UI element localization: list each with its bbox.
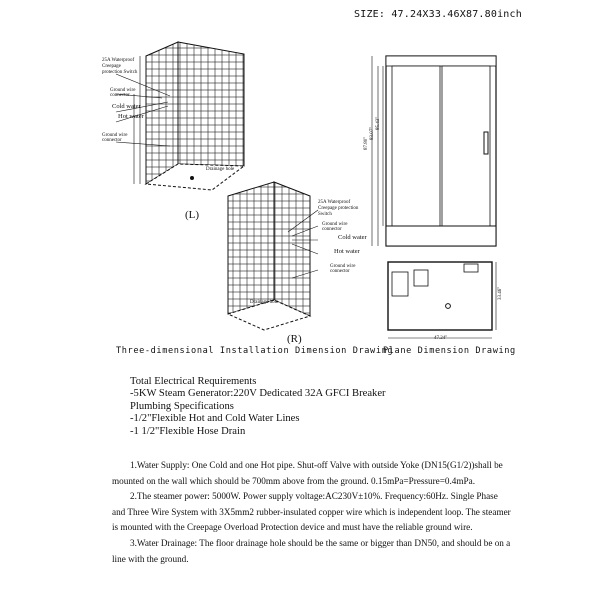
note-water-drainage: 3.Water Drainage: The floor drainage hole should be the same or bigger than DN50, and should be on a line with the ground.	[112, 537, 511, 564]
plan-width-label: 47.24"	[434, 336, 448, 341]
left-annotation-ground2: Ground wire connector	[102, 133, 128, 143]
left-side-wall	[178, 42, 244, 166]
front-door-right	[442, 66, 490, 226]
left-drain-dot	[190, 176, 194, 180]
front-door-left	[392, 66, 440, 226]
left-drawing-label: (L)	[185, 209, 200, 221]
note-water-supply: 1.Water Supply: One Cold and one Hot pipe. Shut-off Valve with outside Yoke (DN15(G1/2))shall be mounted on the wall which should be 700mm above from the ground. 0.15mPa=Pressure=0.4mPa.	[112, 460, 503, 486]
right-annotation-ground2: Ground wire connector	[330, 264, 356, 274]
caption-installation: Three-dimensional Installation Dimension Drawing	[116, 346, 394, 356]
requirements-line: -5KW Steam Generator:220V Dedicated 32A GFCI Breaker	[130, 388, 386, 400]
left-annotation-switch: 25A Waterproof Creepage protection Switch	[102, 58, 138, 75]
front-dim-2: 83.07"	[370, 126, 375, 140]
left-annotation-ground: Ground wire connector	[110, 88, 136, 98]
note-steamer-power: 2.The steamer power: 5000W. Power supply voltage:AC230V±10%. Frequency:60Hz. Single Phase and Three Wire System with 3X5mm2 rubber-insulated copper wire which is independent loop. The steamer is mounted with the Creepage Overload Protection device and must have the reliable ground wire.	[112, 491, 511, 533]
right-drain-label: Drainage hole	[250, 300, 279, 305]
right-drawing-label: (R)	[287, 333, 302, 345]
plan-seat	[392, 272, 408, 296]
left-annotation-hot: Hot water	[118, 113, 144, 120]
front-dim-height: 87.80"	[364, 136, 369, 150]
right-annotation-ground: Ground wire connector	[322, 222, 348, 232]
left-back-wall	[146, 42, 178, 184]
plan-depth-label: 33.46"	[498, 286, 503, 300]
right-annotation-switch: 25A Waterproof Creepage protection Switch	[318, 200, 359, 217]
plan-view-drawing	[384, 256, 502, 344]
left-drain-label: Drainage hole	[206, 167, 235, 172]
right-annotation-cold: Cold water	[338, 234, 367, 241]
front-view-drawing	[364, 44, 502, 254]
requirements-line: Plumbing Specifications	[130, 400, 234, 412]
installation-notes	[112, 458, 512, 567]
front-dim-3: 85.43"	[376, 116, 381, 130]
right-side-wall	[228, 182, 274, 314]
plan-drain	[446, 304, 451, 309]
right-annotation-hot: Hot water	[334, 248, 360, 255]
requirements-block	[130, 376, 386, 438]
requirements-line: -1/2"Flexible Hot and Cold Water Lines	[130, 413, 300, 425]
requirements-heading: Total Electrical Requirements	[130, 376, 257, 387]
size-label: SIZE: 47.24X33.46X87.80inch	[354, 9, 522, 20]
requirements-line: -1 1/2"Flexible Hose Drain	[130, 425, 246, 437]
left-annotation-cold: Cold water	[112, 103, 141, 110]
caption-plane: Plane Dimension Drawing	[383, 346, 516, 356]
door-handle	[484, 132, 488, 154]
front-base	[386, 226, 496, 246]
